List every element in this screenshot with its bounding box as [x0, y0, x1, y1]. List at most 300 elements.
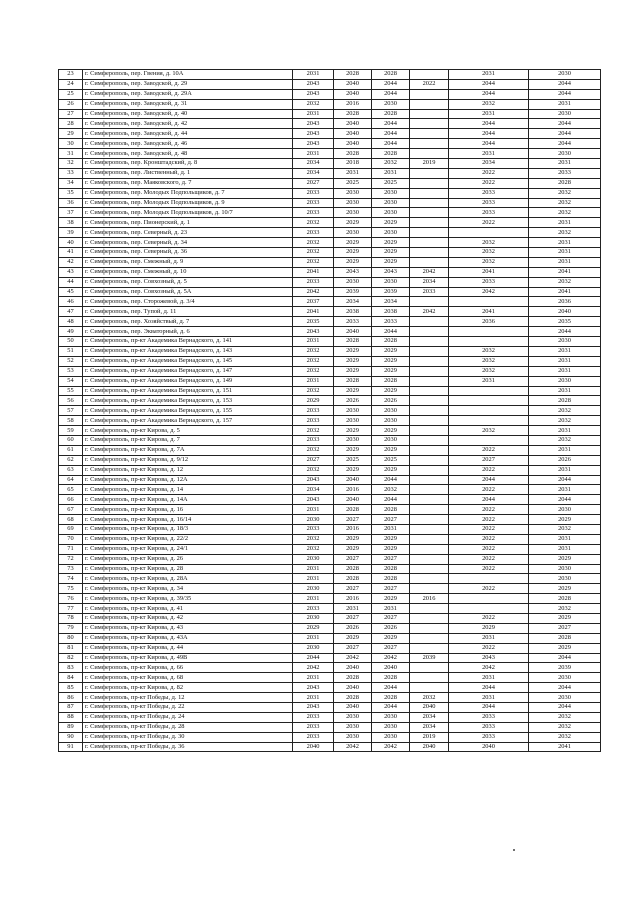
- year-col-1-cell: 2031: [293, 505, 334, 515]
- year-col-5-cell: 2022: [449, 544, 529, 554]
- year-col-3-cell: 2029: [372, 633, 410, 643]
- year-col-4-cell: [410, 465, 449, 475]
- year-col-6-cell: 2044: [529, 703, 601, 713]
- year-col-2-cell: 2026: [334, 396, 372, 406]
- row-number-cell: 89: [59, 722, 83, 732]
- row-number-cell: 50: [59, 337, 83, 347]
- table-row: [59, 703, 601, 713]
- year-col-5-cell: [449, 406, 529, 416]
- address-cell: г. Симферополь, пр-кт Победы, д. 22: [83, 703, 293, 713]
- year-col-6-cell: 2030: [529, 376, 601, 386]
- year-col-5-cell: 2022: [449, 168, 529, 178]
- year-col-5-cell: 2022: [449, 515, 529, 525]
- year-col-2-cell: 2016: [334, 594, 372, 604]
- year-col-5-cell: [449, 228, 529, 238]
- year-col-6-cell: 2040: [529, 307, 601, 317]
- address-cell: г. Симферополь, пер. Экваторный, д. 6: [83, 327, 293, 337]
- year-col-1-cell: 2029: [293, 623, 334, 633]
- year-col-2-cell: 2040: [334, 327, 372, 337]
- row-number-cell: 80: [59, 633, 83, 643]
- year-col-2-cell: 2030: [334, 732, 372, 742]
- year-col-4-cell: [410, 119, 449, 129]
- table-row: [59, 406, 601, 416]
- year-col-2-cell: 2016: [334, 99, 372, 109]
- address-cell: г. Симферополь, пр-кт Академика Вернадского, д. 141: [83, 337, 293, 347]
- row-number-cell: 63: [59, 465, 83, 475]
- year-col-4-cell: 2042: [410, 267, 449, 277]
- year-col-4-cell: [410, 346, 449, 356]
- year-col-1-cell: 2043: [293, 89, 334, 99]
- year-col-2-cell: 2040: [334, 79, 372, 89]
- year-col-6-cell: 2026: [529, 455, 601, 465]
- year-col-3-cell: 2029: [372, 544, 410, 554]
- year-col-2-cell: 2029: [334, 534, 372, 544]
- row-number-cell: 45: [59, 287, 83, 297]
- year-col-5-cell: 2044: [449, 119, 529, 129]
- year-col-3-cell: 2033: [372, 317, 410, 327]
- housing-schedule-table: [58, 69, 601, 752]
- year-col-3-cell: 2028: [372, 693, 410, 703]
- address-cell: г. Симферополь, пр-кт Кирова, д. 43: [83, 623, 293, 633]
- row-number-cell: 65: [59, 485, 83, 495]
- year-col-6-cell: 2030: [529, 673, 601, 683]
- year-col-2-cell: 2029: [334, 218, 372, 228]
- table-row: [59, 584, 601, 594]
- year-col-1-cell: 2034: [293, 159, 334, 169]
- address-cell: г. Симферополь, пр-кт Победы, д. 28: [83, 722, 293, 732]
- year-col-3-cell: 2032: [372, 159, 410, 169]
- row-number-cell: 67: [59, 505, 83, 515]
- row-number-cell: 24: [59, 79, 83, 89]
- year-col-4-cell: [410, 188, 449, 198]
- year-col-6-cell: 2030: [529, 505, 601, 515]
- table-row: [59, 129, 601, 139]
- year-col-1-cell: 2027: [293, 178, 334, 188]
- year-col-6-cell: 2032: [529, 416, 601, 426]
- year-col-5-cell: 2033: [449, 198, 529, 208]
- year-col-5-cell: [449, 396, 529, 406]
- row-number-cell: 32: [59, 159, 83, 169]
- address-cell: г. Симферополь, пер. Хозяйствый, д. 7: [83, 317, 293, 327]
- table-row: [59, 742, 601, 752]
- year-col-2-cell: 2029: [334, 445, 372, 455]
- year-col-5-cell: 2043: [449, 653, 529, 663]
- year-col-3-cell: 2028: [372, 505, 410, 515]
- year-col-1-cell: 2035: [293, 317, 334, 327]
- year-col-1-cell: 2031: [293, 693, 334, 703]
- address-cell: г. Симферополь, пр-кт Кирова, д. 18/3: [83, 524, 293, 534]
- year-col-6-cell: 2032: [529, 722, 601, 732]
- year-col-3-cell: 2030: [372, 732, 410, 742]
- year-col-6-cell: 2041: [529, 742, 601, 752]
- year-col-3-cell: 2029: [372, 426, 410, 436]
- year-col-1-cell: 2031: [293, 673, 334, 683]
- table-row: [59, 139, 601, 149]
- row-number-cell: 54: [59, 376, 83, 386]
- address-cell: г. Симферополь, пр-кт Кирова, д. 22/2: [83, 534, 293, 544]
- year-col-4-cell: [410, 238, 449, 248]
- year-col-2-cell: 2029: [334, 356, 372, 366]
- table-row: [59, 188, 601, 198]
- year-col-5-cell: 2033: [449, 732, 529, 742]
- table-row: [59, 248, 601, 258]
- row-number-cell: 37: [59, 208, 83, 218]
- year-col-1-cell: 2033: [293, 277, 334, 287]
- year-col-5-cell: 2022: [449, 524, 529, 534]
- year-col-3-cell: 2044: [372, 327, 410, 337]
- year-col-3-cell: 2025: [372, 455, 410, 465]
- year-col-6-cell: 2031: [529, 346, 601, 356]
- year-col-1-cell: 2031: [293, 337, 334, 347]
- year-col-1-cell: 2030: [293, 554, 334, 564]
- document-page: [58, 69, 601, 752]
- year-col-6-cell: 2032: [529, 435, 601, 445]
- address-cell: г. Симферополь, пер. Смежный, д. 9: [83, 257, 293, 267]
- table-row: [59, 534, 601, 544]
- year-col-1-cell: 2032: [293, 356, 334, 366]
- row-number-cell: 82: [59, 653, 83, 663]
- year-col-1-cell: 2034: [293, 168, 334, 178]
- year-col-1-cell: 2032: [293, 346, 334, 356]
- year-col-6-cell: 2032: [529, 604, 601, 614]
- table-row: [59, 267, 601, 277]
- year-col-1-cell: 2037: [293, 297, 334, 307]
- year-col-4-cell: [410, 633, 449, 643]
- table-row: [59, 79, 601, 89]
- row-number-cell: 69: [59, 524, 83, 534]
- year-col-4-cell: [410, 208, 449, 218]
- year-col-3-cell: 2031: [372, 168, 410, 178]
- year-col-2-cell: 2026: [334, 623, 372, 633]
- table-row: [59, 604, 601, 614]
- row-number-cell: 43: [59, 267, 83, 277]
- year-col-2-cell: 2030: [334, 712, 372, 722]
- year-col-6-cell: 2035: [529, 317, 601, 327]
- year-col-1-cell: 2031: [293, 574, 334, 584]
- year-col-4-cell: [410, 495, 449, 505]
- year-col-4-cell: [410, 198, 449, 208]
- year-col-1-cell: 2042: [293, 663, 334, 673]
- row-number-cell: 58: [59, 416, 83, 426]
- table-row: [59, 356, 601, 366]
- row-number-cell: 57: [59, 406, 83, 416]
- table-row: [59, 327, 601, 337]
- year-col-1-cell: 2027: [293, 455, 334, 465]
- table-row: [59, 693, 601, 703]
- address-cell: г. Симферополь, пер. Сторожевой, д. 3/4: [83, 297, 293, 307]
- year-col-5-cell: 2044: [449, 139, 529, 149]
- year-col-1-cell: 2043: [293, 495, 334, 505]
- year-col-5-cell: 2044: [449, 683, 529, 693]
- year-col-2-cell: 2030: [334, 406, 372, 416]
- year-col-6-cell: 2029: [529, 554, 601, 564]
- table-row: [59, 663, 601, 673]
- address-cell: г. Симферополь, пр-кт Кирова, д. 7А: [83, 445, 293, 455]
- year-col-2-cell: 2028: [334, 673, 372, 683]
- year-col-1-cell: 2032: [293, 257, 334, 267]
- year-col-1-cell: 2043: [293, 139, 334, 149]
- table-row: [59, 198, 601, 208]
- address-cell: г. Симферополь, пр-кт Кирова, д. 16: [83, 505, 293, 515]
- year-col-3-cell: 2040: [372, 663, 410, 673]
- address-cell: г. Симферополь, пр-кт Кирова, д. 28А: [83, 574, 293, 584]
- address-cell: г. Симферополь, пр-кт Кирова, д. 14А: [83, 495, 293, 505]
- year-col-3-cell: 2030: [372, 722, 410, 732]
- row-number-cell: 68: [59, 515, 83, 525]
- year-col-2-cell: 2030: [334, 277, 372, 287]
- year-col-6-cell: 2044: [529, 119, 601, 129]
- year-col-5-cell: 2033: [449, 188, 529, 198]
- table-row: [59, 524, 601, 534]
- year-col-5-cell: 2044: [449, 495, 529, 505]
- table-row: [59, 594, 601, 604]
- year-col-1-cell: 2032: [293, 218, 334, 228]
- year-col-2-cell: 2029: [334, 386, 372, 396]
- table-row: [59, 208, 601, 218]
- row-number-cell: 41: [59, 248, 83, 258]
- year-col-3-cell: 2029: [372, 445, 410, 455]
- year-col-6-cell: 2031: [529, 238, 601, 248]
- year-col-2-cell: 2040: [334, 119, 372, 129]
- row-number-cell: 40: [59, 238, 83, 248]
- year-col-6-cell: 2036: [529, 297, 601, 307]
- year-col-5-cell: 2032: [449, 366, 529, 376]
- table-row: [59, 218, 601, 228]
- year-col-6-cell: 2044: [529, 79, 601, 89]
- address-cell: г. Симферополь, пер. Заводской, д. 31: [83, 99, 293, 109]
- year-col-4-cell: [410, 534, 449, 544]
- row-number-cell: 46: [59, 297, 83, 307]
- table-row: [59, 495, 601, 505]
- year-col-1-cell: 2031: [293, 70, 334, 80]
- table-row: [59, 426, 601, 436]
- year-col-4-cell: [410, 663, 449, 673]
- address-cell: г. Симферополь, пр-кт Кирова, д. 26: [83, 554, 293, 564]
- row-number-cell: 78: [59, 613, 83, 623]
- year-col-4-cell: [410, 327, 449, 337]
- year-col-6-cell: 2031: [529, 465, 601, 475]
- year-col-5-cell: 2022: [449, 554, 529, 564]
- table-row: [59, 445, 601, 455]
- table-row: [59, 119, 601, 129]
- year-col-1-cell: 2032: [293, 99, 334, 109]
- address-cell: г. Симферополь, пер. Заводской, д. 29А: [83, 89, 293, 99]
- year-col-3-cell: 2031: [372, 604, 410, 614]
- year-col-2-cell: 2030: [334, 198, 372, 208]
- row-number-cell: 91: [59, 742, 83, 752]
- row-number-cell: 56: [59, 396, 83, 406]
- row-number-cell: 44: [59, 277, 83, 287]
- year-col-1-cell: 2033: [293, 435, 334, 445]
- year-col-2-cell: 2028: [334, 109, 372, 119]
- year-col-5-cell: 2044: [449, 703, 529, 713]
- row-number-cell: 77: [59, 604, 83, 614]
- year-col-4-cell: [410, 475, 449, 485]
- year-col-5-cell: 2031: [449, 376, 529, 386]
- year-col-3-cell: 2030: [372, 277, 410, 287]
- year-col-2-cell: 2029: [334, 257, 372, 267]
- address-cell: г. Симферополь, пр-кт Кирова, д. 12: [83, 465, 293, 475]
- year-col-6-cell: 2032: [529, 732, 601, 742]
- year-col-1-cell: 2033: [293, 416, 334, 426]
- address-cell: г. Симферополь, пр-кт Академика Вернадского, д. 157: [83, 416, 293, 426]
- year-col-3-cell: 2043: [372, 267, 410, 277]
- row-number-cell: 42: [59, 257, 83, 267]
- year-col-2-cell: 2029: [334, 633, 372, 643]
- year-col-1-cell: 2030: [293, 613, 334, 623]
- year-col-6-cell: 2032: [529, 406, 601, 416]
- address-cell: г. Симферополь, пр-кт Кирова, д. 42: [83, 613, 293, 623]
- table-row: [59, 178, 601, 188]
- year-col-3-cell: 2030: [372, 228, 410, 238]
- year-col-4-cell: [410, 168, 449, 178]
- table-row: [59, 623, 601, 633]
- year-col-6-cell: 2031: [529, 257, 601, 267]
- address-cell: г. Симферополь, пер. Пионерский, д. 1: [83, 218, 293, 228]
- address-cell: г. Симферополь, пр-кт Кирова, д. 44: [83, 643, 293, 653]
- address-cell: г. Симферополь, пр-кт Академика Вернадского, д. 147: [83, 366, 293, 376]
- row-number-cell: 38: [59, 218, 83, 228]
- year-col-1-cell: 2032: [293, 386, 334, 396]
- year-col-1-cell: 2043: [293, 119, 334, 129]
- year-col-1-cell: 2041: [293, 267, 334, 277]
- year-col-2-cell: 2040: [334, 129, 372, 139]
- year-col-3-cell: 2027: [372, 613, 410, 623]
- year-col-4-cell: [410, 406, 449, 416]
- address-cell: г. Симферополь, пер. Маяковского, д. 7: [83, 178, 293, 188]
- year-col-1-cell: 2043: [293, 327, 334, 337]
- address-cell: г. Симферополь, пр-кт Победы, д. 36: [83, 742, 293, 752]
- year-col-6-cell: 2028: [529, 633, 601, 643]
- address-cell: г. Симферополь, пер. Заводской, д. 29: [83, 79, 293, 89]
- year-col-5-cell: 2022: [449, 584, 529, 594]
- year-col-2-cell: 2025: [334, 178, 372, 188]
- year-col-6-cell: 2031: [529, 534, 601, 544]
- year-col-2-cell: 2042: [334, 742, 372, 752]
- year-col-5-cell: 2033: [449, 208, 529, 218]
- year-col-2-cell: 2027: [334, 584, 372, 594]
- table-row: [59, 633, 601, 643]
- year-col-6-cell: 2032: [529, 228, 601, 238]
- year-col-4-cell: [410, 455, 449, 465]
- year-col-3-cell: 2044: [372, 129, 410, 139]
- year-col-5-cell: [449, 297, 529, 307]
- year-col-1-cell: 2034: [293, 485, 334, 495]
- year-col-3-cell: 2030: [372, 198, 410, 208]
- row-number-cell: 60: [59, 435, 83, 445]
- year-col-5-cell: 2031: [449, 693, 529, 703]
- year-col-4-cell: [410, 524, 449, 534]
- year-col-1-cell: 2032: [293, 238, 334, 248]
- table-row: [59, 70, 601, 80]
- year-col-3-cell: 2026: [372, 396, 410, 406]
- year-col-2-cell: 2016: [334, 485, 372, 495]
- year-col-6-cell: 2028: [529, 594, 601, 604]
- year-col-4-cell: [410, 366, 449, 376]
- year-col-1-cell: 2033: [293, 188, 334, 198]
- year-col-5-cell: [449, 574, 529, 584]
- table-row: [59, 257, 601, 267]
- year-col-6-cell: 2044: [529, 495, 601, 505]
- year-col-1-cell: 2032: [293, 445, 334, 455]
- year-col-3-cell: 2029: [372, 248, 410, 258]
- year-col-2-cell: 2029: [334, 465, 372, 475]
- year-col-4-cell: [410, 574, 449, 584]
- year-col-1-cell: 2031: [293, 109, 334, 119]
- year-col-6-cell: 2029: [529, 584, 601, 594]
- year-col-6-cell: 2044: [529, 129, 601, 139]
- year-col-2-cell: 2030: [334, 435, 372, 445]
- row-number-cell: 61: [59, 445, 83, 455]
- year-col-3-cell: 2029: [372, 218, 410, 228]
- year-col-3-cell: 2028: [372, 70, 410, 80]
- year-col-4-cell: [410, 435, 449, 445]
- year-col-4-cell: 2034: [410, 722, 449, 732]
- year-col-5-cell: 2022: [449, 564, 529, 574]
- year-col-4-cell: [410, 109, 449, 119]
- year-col-2-cell: 2016: [334, 524, 372, 534]
- row-number-cell: 36: [59, 198, 83, 208]
- year-col-4-cell: [410, 544, 449, 554]
- year-col-1-cell: 2030: [293, 515, 334, 525]
- row-number-cell: 71: [59, 544, 83, 554]
- year-col-6-cell: 2044: [529, 89, 601, 99]
- year-col-1-cell: 2032: [293, 248, 334, 258]
- year-col-1-cell: 2043: [293, 703, 334, 713]
- row-number-cell: 86: [59, 693, 83, 703]
- year-col-3-cell: 2030: [372, 712, 410, 722]
- year-col-3-cell: 2029: [372, 534, 410, 544]
- address-cell: г. Симферополь, пер. Лиственный, д. 1: [83, 168, 293, 178]
- year-col-4-cell: 2034: [410, 712, 449, 722]
- address-cell: г. Симферополь, пр-кт Кирова, д. 16/14: [83, 515, 293, 525]
- year-col-4-cell: [410, 515, 449, 525]
- address-cell: г. Симферополь, пр-кт Кирова, д. 14: [83, 485, 293, 495]
- year-col-1-cell: 2033: [293, 604, 334, 614]
- year-col-4-cell: [410, 337, 449, 347]
- table-row: [59, 732, 601, 742]
- row-number-cell: 62: [59, 455, 83, 465]
- address-cell: г. Симферополь, пр-кт Кирова, д. 41: [83, 604, 293, 614]
- table-row: [59, 722, 601, 732]
- year-col-3-cell: 2042: [372, 653, 410, 663]
- year-col-3-cell: 2044: [372, 495, 410, 505]
- year-col-2-cell: 2028: [334, 70, 372, 80]
- address-cell: г. Симферополь, пр-кт Кирова, д. 34: [83, 584, 293, 594]
- year-col-1-cell: 2033: [293, 712, 334, 722]
- year-col-2-cell: 2029: [334, 366, 372, 376]
- address-cell: г. Симферополь, пр-кт Академика Вернадского, д. 151: [83, 386, 293, 396]
- year-col-3-cell: 2034: [372, 297, 410, 307]
- address-cell: г. Симферополь, пер. Заводской, д. 42: [83, 119, 293, 129]
- year-col-5-cell: 2029: [449, 623, 529, 633]
- year-col-5-cell: [449, 594, 529, 604]
- year-col-3-cell: 2030: [372, 435, 410, 445]
- year-col-6-cell: 2039: [529, 663, 601, 673]
- table-row: [59, 712, 601, 722]
- year-col-4-cell: [410, 673, 449, 683]
- year-col-5-cell: 2044: [449, 129, 529, 139]
- year-col-4-cell: [410, 445, 449, 455]
- address-cell: г. Симферополь, пр-кт Победы, д. 12: [83, 693, 293, 703]
- year-col-1-cell: 2032: [293, 534, 334, 544]
- year-col-2-cell: 2034: [334, 297, 372, 307]
- year-col-4-cell: [410, 228, 449, 238]
- row-number-cell: 47: [59, 307, 83, 317]
- year-col-2-cell: 2029: [334, 248, 372, 258]
- year-col-2-cell: 2040: [334, 683, 372, 693]
- year-col-3-cell: 2029: [372, 257, 410, 267]
